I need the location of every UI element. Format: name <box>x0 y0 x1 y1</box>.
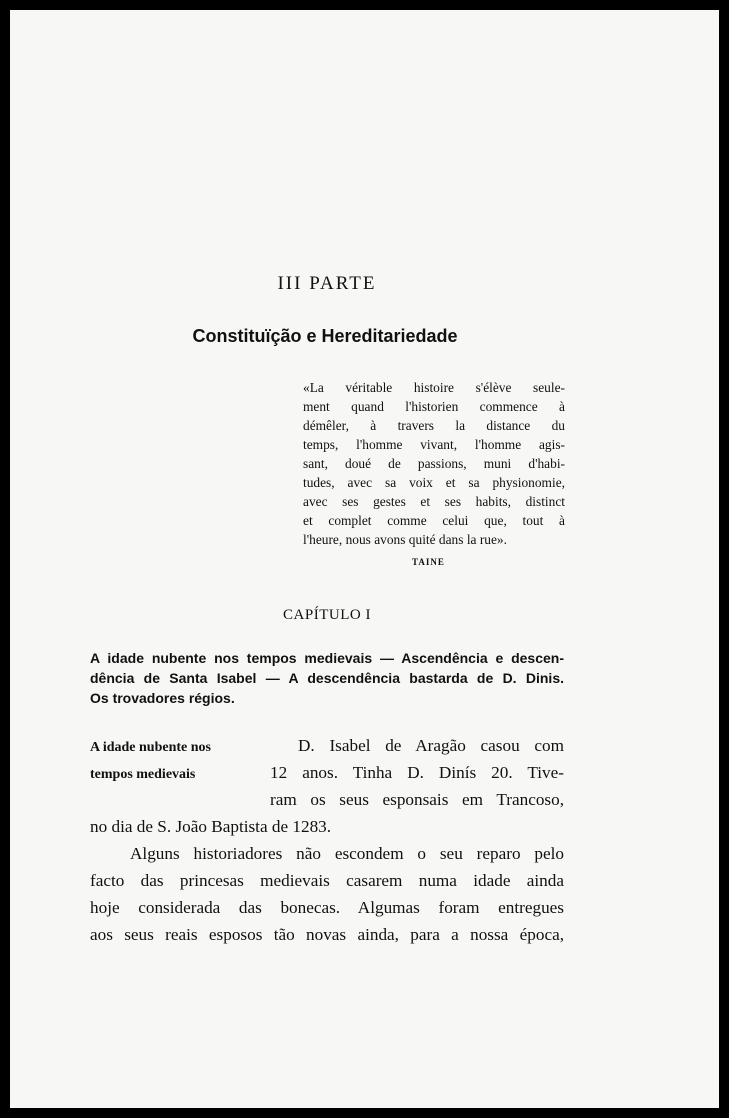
body-line: D. Isabel de Aragão casou com <box>298 736 564 755</box>
margin-note-line: tempos medievais <box>90 767 196 782</box>
epigraph-author: TAINE <box>412 557 445 567</box>
body-line: facto das princesas medievais casarem numa idade ainda <box>90 871 564 890</box>
book-page <box>10 10 719 1108</box>
body-line: 12 anos. Tinha D. Dinís 20. Tive- <box>270 763 564 782</box>
epigraph-line: sant, doué de passions, muni d'habi- <box>303 456 565 471</box>
margin-note-line: A idade nubente nos <box>90 740 211 755</box>
body-line: hoje considerada das bonecas. Algumas foram entregues <box>90 898 564 917</box>
epigraph-line: temps, l'homme vivant, l'homme agis- <box>303 437 565 452</box>
section-title: Constituïção e Hereditariedade <box>192 326 458 346</box>
chapter-title: CAPÍTULO I <box>283 607 371 623</box>
body-line: ram os seus esponsais em Trancoso, <box>270 790 564 809</box>
body-line: Alguns historiadores não escondem o seu reparo pelo <box>130 844 564 863</box>
part-title: III PARTE <box>277 273 377 294</box>
epigraph-line: tudes, avec sa voix et sa physionomie, <box>303 475 565 490</box>
margin-note <box>90 734 250 788</box>
epigraph-line: «La véritable histoire s'élève seule- <box>303 380 565 395</box>
summary-line: Os trovadores régios. <box>90 690 235 706</box>
epigraph-line: ment quand l'historien commence à <box>303 399 565 414</box>
epigraph-line: et complet comme celui que, tout à <box>303 513 565 528</box>
summary-line: dência de Santa Isabel — A descendência bastarda de D. Dinis. <box>90 670 564 686</box>
body-line: aos seus reais esposos tão novas ainda, para a nossa época, <box>90 925 564 944</box>
epigraph-line: avec ses gestes et ses habits, distinct <box>303 494 565 509</box>
summary-line: A idade nubente nos tempos medievais — Ascendência e descen- <box>90 650 564 666</box>
epigraph-line: démêler, à travers la distance du <box>303 418 565 433</box>
epigraph-line: l'heure, nous avons quité dans la rue». <box>303 532 507 547</box>
body-line: no dia de S. João Baptista de 1283. <box>90 817 332 836</box>
